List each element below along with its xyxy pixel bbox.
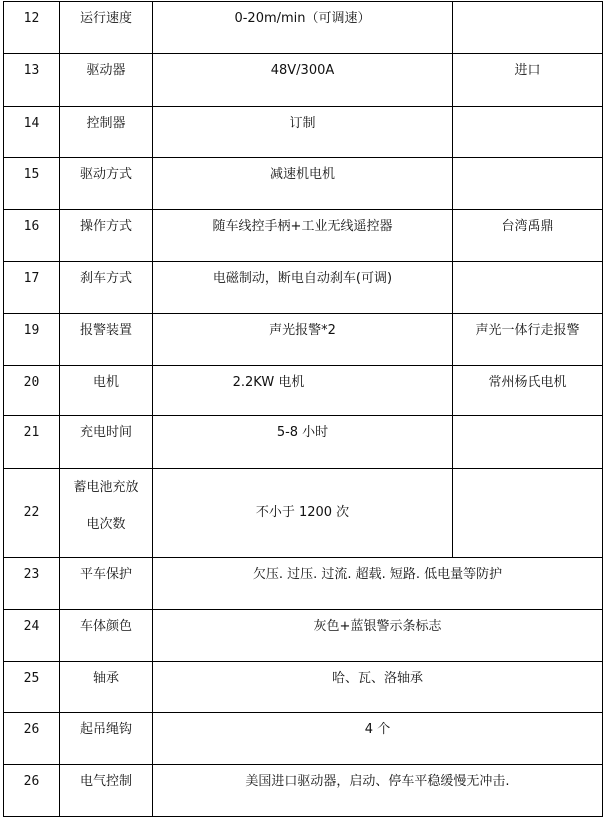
item-name: [60, 469, 153, 558]
item-spec: 灰色+蓝银警示条标志: [153, 610, 603, 662]
item-note: 常州杨氏电机: [453, 366, 603, 416]
item-name: 报警装置: [60, 314, 153, 366]
table-row: [4, 713, 603, 765]
table-row: [4, 558, 603, 610]
table-row: [4, 107, 603, 158]
item-note: [453, 158, 603, 210]
table-row: [4, 366, 603, 416]
table-row: [4, 416, 603, 469]
item-spec: 减速机电机: [153, 158, 453, 210]
item-name: 控制器: [60, 107, 153, 158]
table-row: [4, 765, 603, 817]
row-number: 14: [4, 107, 60, 158]
row-number: 12: [4, 2, 60, 54]
item-spec: 欠压. 过压. 过流. 超载. 短路. 低电量等防护: [153, 558, 603, 610]
table-row: [4, 469, 603, 558]
item-name: 充电时间: [60, 416, 153, 469]
row-number: 26: [4, 765, 60, 817]
item-spec: 哈、瓦、洛轴承: [153, 662, 603, 713]
table-row: [4, 54, 603, 107]
item-name: 轴承: [60, 662, 153, 713]
row-number: 20: [4, 366, 60, 416]
item-spec: 48V/300A: [153, 54, 453, 107]
item-spec: 0-20m/min（可调速）: [153, 2, 453, 54]
item-note: [453, 469, 603, 558]
item-spec: 不小于 1200 次: [153, 469, 453, 558]
table-row: [4, 662, 603, 713]
table-row: [4, 314, 603, 366]
row-number: 15: [4, 158, 60, 210]
item-spec: 声光报警*2: [153, 314, 453, 366]
item-name: 运行速度: [60, 2, 153, 54]
item-name-line: 蓄电池充放: [73, 480, 139, 495]
spec-table: [3, 1, 603, 817]
item-spec: 订制: [153, 107, 453, 158]
item-spec: 美国进口驱动器，启动、停车平稳缓慢无冲击.: [153, 765, 603, 817]
row-number: 17: [4, 262, 60, 314]
item-name-line: 电次数: [86, 517, 126, 532]
table-row: [4, 210, 603, 262]
item-name: 操作方式: [60, 210, 153, 262]
item-spec: 电磁制动，断电自动刹车(可调): [153, 262, 453, 314]
item-note: [453, 2, 603, 54]
row-number: 23: [4, 558, 60, 610]
table-row: [4, 2, 603, 54]
item-name: 驱动器: [60, 54, 153, 107]
item-note: [453, 416, 603, 469]
item-note: 进口: [453, 54, 603, 107]
item-note: 声光一体行走报警: [453, 314, 603, 366]
item-name: 起吊绳钩: [60, 713, 153, 765]
item-spec: 随车线控手柄+工业无线遥控器: [153, 210, 453, 262]
item-name: 车体颜色: [60, 610, 153, 662]
table-row: [4, 610, 603, 662]
item-note: [453, 107, 603, 158]
table-row: [4, 262, 603, 314]
item-note: 台湾禹鼎: [453, 210, 603, 262]
item-spec: 2.2KW 电机: [153, 366, 453, 416]
row-number: 26: [4, 713, 60, 765]
row-number: 13: [4, 54, 60, 107]
item-name: 驱动方式: [60, 158, 153, 210]
item-spec: 4 个: [153, 713, 603, 765]
item-name: 刹车方式: [60, 262, 153, 314]
row-number: 22: [4, 469, 60, 558]
row-number: 21: [4, 416, 60, 469]
item-name: 电气控制: [60, 765, 153, 817]
row-number: 24: [4, 610, 60, 662]
item-note: [453, 262, 603, 314]
item-name: 电机: [60, 366, 153, 416]
row-number: 16: [4, 210, 60, 262]
row-number: 19: [4, 314, 60, 366]
row-number: 25: [4, 662, 60, 713]
table-row: [4, 158, 603, 210]
item-name: 平车保护: [60, 558, 153, 610]
item-spec: 5-8 小时: [153, 416, 453, 469]
